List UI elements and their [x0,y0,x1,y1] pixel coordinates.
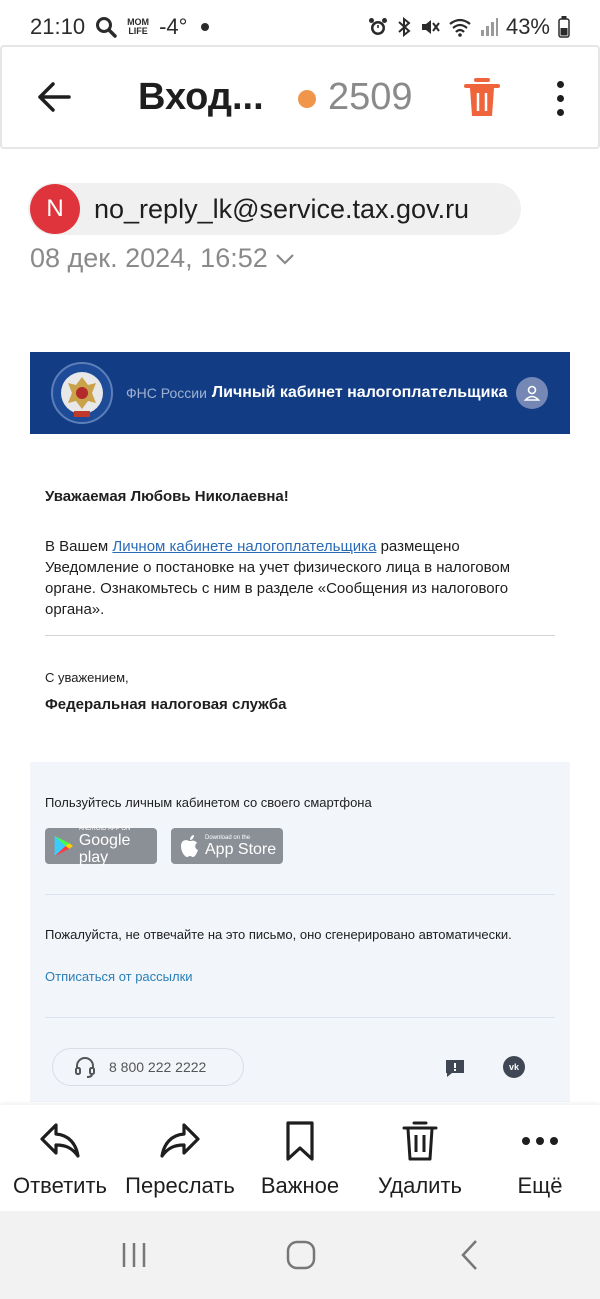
fns-banner [30,352,570,434]
recent-apps-button[interactable] [114,1235,154,1275]
home-button[interactable] [281,1235,321,1275]
more-options-button[interactable] [542,74,578,122]
wifi-icon [448,17,472,37]
footer-divider [45,894,555,895]
chevron-down-icon [274,252,296,266]
important-button[interactable]: Важное [240,1119,360,1199]
trash-icon [398,1119,442,1163]
google-play-icon [51,833,75,859]
fns-label: ФНС России [126,385,207,401]
sender-email: no_reply_lk@service.tax.gov.ru [94,193,470,224]
system-nav-bar [0,1211,600,1299]
email-paragraph: В Вашем Личном кабинете налогоплательщика размещено Уведомление о постановке на учет физического лица в налоговом органе. Ознакомьтесь с ним в разделе «Сообщения из налогового органа». [45,538,511,618]
back-button[interactable] [24,67,84,127]
no-reply-note: Пожалуйста, не отвечайте на это письмо, оно сгенерировано автоматически. [45,927,512,942]
user-icon [523,384,541,402]
message-date[interactable]: 08 дек. 2024, 16:52 [30,243,296,274]
email-greeting: Уважаемая Любовь Николаевна! [45,488,289,505]
email-signature: Федеральная налоговая служба [45,696,287,713]
phone-number: 8 800 222 2222 [109,1059,207,1075]
footer-divider [45,1017,555,1018]
message-action-bar [0,1105,600,1211]
more-button[interactable]: Ещё [480,1119,600,1199]
vk-icon[interactable]: vk [503,1056,525,1078]
battery-percent: 43% [505,14,550,39]
profile-button[interactable] [516,377,548,409]
feedback-icon[interactable] [444,1058,466,1078]
notification-dot [201,23,209,31]
app-store-button[interactable]: Download on the App Store [171,828,283,864]
headset-icon [73,1055,97,1079]
app-promo-text: Пользуйтесь личным кабинетом со своего смартфона [45,795,372,810]
bluetooth-icon [396,17,412,37]
phone-button[interactable] [52,1048,244,1086]
cabinet-label: Личный кабинет налогоплательщика [211,384,508,401]
google-play-button[interactable]: ANDROID APP ON Google play [45,828,157,864]
unread-count[interactable]: 2509 [328,75,413,118]
trash-icon [458,74,506,122]
delete-button[interactable] [458,74,506,122]
mute-icon [420,17,440,37]
battery-icon [558,16,570,38]
bookmark-icon [278,1119,322,1163]
carrier-logo: MOM LIFE [127,17,150,36]
status-time: 21:10 [30,14,86,39]
email-footer [30,762,570,1102]
system-back-button[interactable] [450,1235,490,1275]
apple-icon [177,833,201,859]
fns-emblem-icon [50,361,114,425]
home-icon [285,1239,317,1271]
avatar: N [30,184,80,234]
folder-title[interactable]: Вход... [138,75,264,118]
signal-icon [480,17,498,37]
chevron-left-icon [460,1239,480,1271]
cabinet-link[interactable]: Личном кабинете налогоплательщика [112,538,377,555]
recent-apps-icon [119,1241,149,1269]
sender-chip[interactable] [28,183,521,235]
more-horizontal-icon [518,1119,562,1163]
forward-button[interactable]: Переслать [120,1119,240,1199]
search-icon [95,16,117,38]
unread-indicator [298,90,316,108]
reply-button[interactable]: Ответить [0,1119,120,1199]
email-regards: С уважением, [45,670,129,685]
reply-icon [38,1119,82,1163]
forward-icon [158,1119,202,1163]
alarm-icon [368,17,388,37]
status-temperature: -4° [159,14,188,39]
app-bar [0,45,600,149]
divider [45,635,555,636]
unsubscribe-link[interactable]: Отписаться от рассылки [45,969,193,984]
delete-action-button[interactable]: Удалить [360,1119,480,1199]
more-vertical-icon [557,81,564,88]
arrow-left-icon [37,82,71,112]
